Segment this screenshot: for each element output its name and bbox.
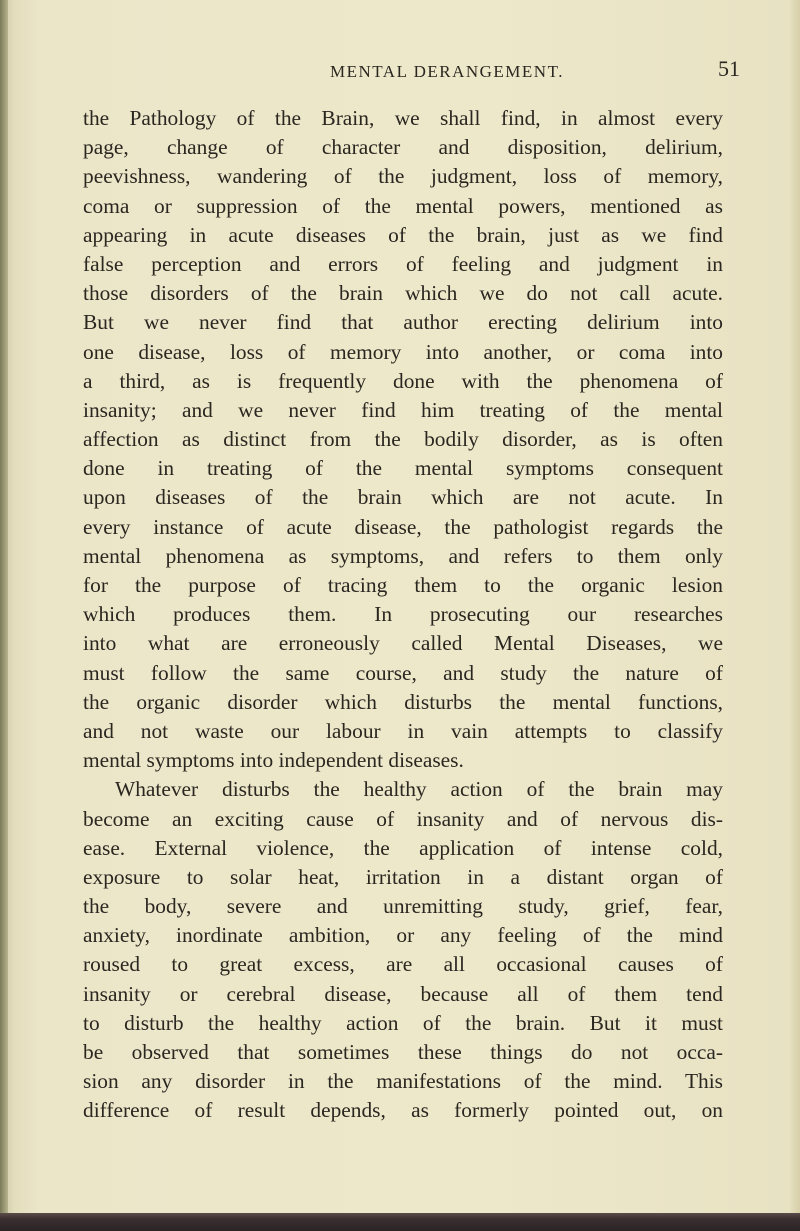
text-line: anxiety, inordinate ambition, or any feeling of the mind: [83, 923, 723, 948]
text-line: a third, as is frequently done with the phenomena of: [83, 368, 723, 393]
text-line: affection as distinct from the bodily disorder, as is often: [83, 427, 723, 452]
text-line: peevishness, wandering of the judgment, loss of memory,: [83, 164, 723, 189]
text-line: the organic disorder which disturbs the mental functions,: [83, 689, 723, 714]
text-line: ease. External violence, the application of intense cold,: [83, 835, 723, 860]
text-line: the body, severe and unremitting study, grief, fear,: [83, 894, 723, 919]
text-line: which produces them. In prosecuting our researches: [83, 602, 723, 627]
text-line: page, change of character and disposition, delirium,: [83, 135, 723, 160]
text-line: every instance of acute disease, the pathologist regards the: [83, 514, 723, 539]
text-line: must follow the same course, and study the nature of: [83, 660, 723, 685]
text-line: to disturb the healthy action of the brain. But it must: [83, 1010, 723, 1035]
text-line: Whatever disturbs the healthy action of the brain may: [115, 777, 723, 802]
page-edge: [790, 0, 800, 1231]
text-line: for the purpose of tracing them to the organic lesion: [83, 573, 723, 597]
text-line: the Pathology of the Brain, we shall find, in almost every: [83, 106, 723, 130]
text-line: false perception and errors of feeling and judgment in: [83, 251, 723, 276]
text-line: insanity or cerebral disease, because all of them tend: [83, 981, 723, 1006]
page-number: 51: [718, 56, 740, 81]
text-line: But we never find that author erecting delirium into: [83, 310, 723, 335]
bottom-edge: [0, 1213, 800, 1231]
text-line: done in treating of the mental symptoms consequent: [83, 456, 723, 481]
text-line: sion any disorder in the manifestations of the mind. This: [83, 1069, 723, 1094]
text-line: into what are erroneously called Mental Diseases, we: [83, 631, 723, 656]
text-line: mental symptoms into independent diseases.: [83, 748, 464, 773]
text-line: insanity; and we never find him treating of the mental: [83, 397, 723, 422]
text-line: be observed that sometimes these things do not occa-: [83, 1040, 723, 1064]
text-line: mental phenomena as symptoms, and refers to them only: [83, 543, 723, 568]
text-line: difference of result depends, as formerly pointed out, on: [83, 1098, 723, 1123]
text-line: roused to great excess, are all occasional causes of: [83, 952, 723, 977]
text-line: one disease, loss of memory into another, or coma into: [83, 339, 723, 364]
binding-edge: [0, 0, 8, 1231]
text-line: and not waste our labour in vain attempts to classify: [83, 718, 723, 743]
text-line: exposure to solar heat, irritation in a distant organ of: [83, 864, 723, 889]
page-header: [60, 56, 760, 88]
text-line: become an exciting cause of insanity and of nervous dis-: [83, 806, 723, 831]
text-line: those disorders of the brain which we do not call acute.: [83, 281, 723, 306]
text-line: appearing in acute diseases of the brain, just as we find: [83, 222, 723, 247]
running-head: MENTAL DERANGEMENT.: [330, 62, 564, 81]
body-text: [83, 104, 723, 1126]
text-line: coma or suppression of the mental powers, mentioned as: [83, 193, 723, 218]
text-line: upon diseases of the brain which are not acute. In: [83, 485, 723, 510]
